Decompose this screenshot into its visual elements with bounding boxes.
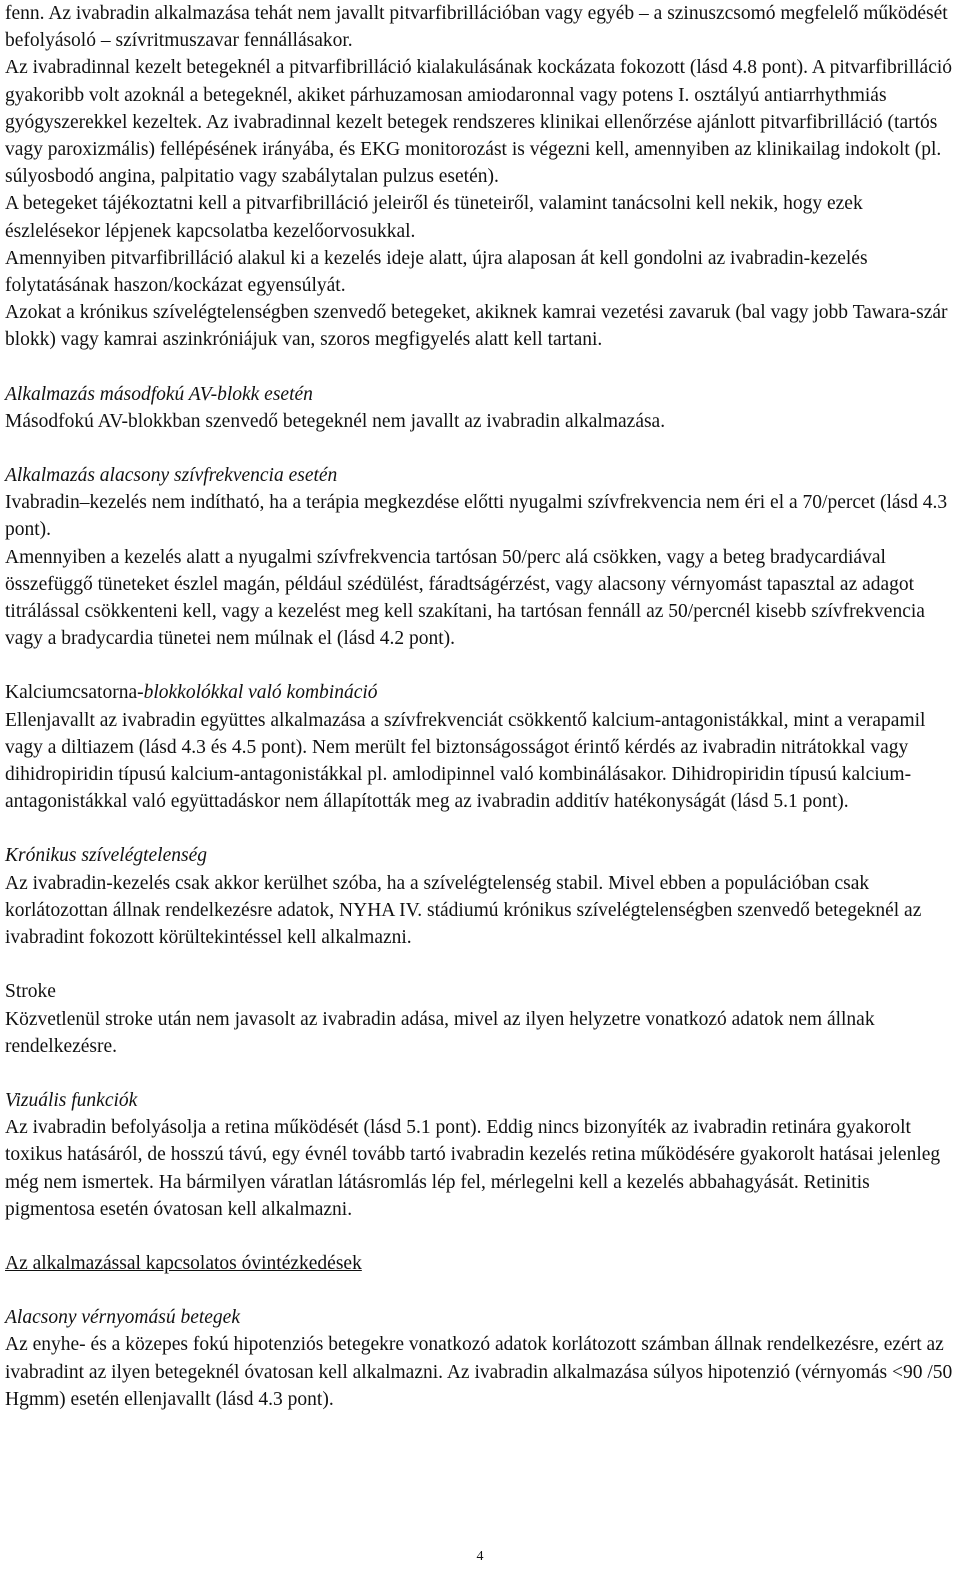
section-precautions: [5, 1250, 955, 1277]
intro-paragraph-2: Az ivabradinnal kezelt betegeknél a pitvarfibrilláció kialakulásának kockázata fokozott (lásd 4.8 pont). A pitvarfibrilláció gyakoribb volt azoknál a betegeknél, akiket párhuzamosan amiodaronnal vagy potens I. osztályú antiarrhythmiás gyógyszerekkel kezeltek. Az ivabradinnal kezelt betegek rendszeres klinikai ellenőrzése ajánlott pitvarfibrilláció (tartós vagy paroxizmális) fellépésének irányába, és EKG monitorozást is végezni kell, amennyiben az klinikailag indokolt (pl. súlyosbodó angina, palpitatio vagy szabálytalan pulzus esetén).: [5, 57, 953, 188]
intro-paragraph-4: Amennyiben pitvarfibrilláció alakul ki a kezelés ideje alatt, újra alaposan át kell gondolni az ivabradin-kezelés folytatásának haszon/kockázat egyensúlyát.: [5, 247, 868, 297]
page-number: 4: [476, 1549, 484, 1564]
section-heading-precautions: Az alkalmazással kapcsolatos óvintézkedések: [5, 1252, 362, 1274]
section-calcium-channel: [5, 679, 955, 815]
section-stroke: [5, 978, 955, 1060]
heading-italic-part: blokkolókkal való kombináció: [143, 682, 378, 704]
section-paragraph: Az ivabradin-kezelés csak akkor kerülhet szóba, ha a szívelégtelenség stabil. Mivel ebben a populációban csak korlátozottan állnak rendelkezésre adatok, NYHA IV. stádiumú krónikus szívelégtelenségben szenvedő betegeknél az ivabradint fokozott körültekintéssel kell alkalmazni.: [5, 872, 922, 949]
intro-block: [5, 0, 955, 354]
section-av-block: [5, 381, 955, 435]
section-low-heart-rate: [5, 462, 955, 652]
section-heading-av-block: Alkalmazás másodfokú AV-blokk esetén: [5, 383, 313, 405]
section-hypotension: [5, 1304, 955, 1413]
intro-paragraph-3: A betegeket tájékoztatni kell a pitvarfibrilláció jeleiről és tüneteiről, valamint tanácsolni kell nekik, hogy ezek észlelésekor lépjenek kapcsolatba kezelőorvosukkal.: [5, 193, 863, 242]
heading-plain-part: Kalciumcsatorna-: [5, 682, 144, 704]
section-paragraph: Ivabradin–kezelés nem indítható, ha a terápia megkezdése előtti nyugalmi szívfrekvencia nem éri el a 70/percet (lásd 4.3 pont).: [5, 492, 948, 541]
section-heading-hypotension: Alacsony vérnyomású betegek: [5, 1307, 240, 1329]
section-paragraph: Amennyiben a kezelés alatt a nyugalmi szívfrekvencia tartósan 50/perc alá csökken, vagy a beteg bradycardiával összefüggő tüneteket észlel magán, például szédülést, fáradtságérzést, vagy alacsony vérnyomást tapasztal az adagot titrálással csökkenteni kell, vagy a kezelést meg kell szakítani, ha tartósan fennáll az 50/percnél kisebb szívfrekvencia vagy a bradycardia tünetei nem múlnak el (lásd 4.2 pont).: [5, 546, 925, 650]
section-visual-functions: [5, 1087, 955, 1223]
intro-paragraph-5: Azokat a krónikus szívelégtelenségben szenvedő betegeket, akiknek kamrai vezetési zavaruk (bal vagy jobb Tawara-szár blokk) vagy kamrai aszinkróniájuk van, szoros megfigyelés alatt kell tartani.: [5, 302, 948, 351]
section-heading-visual-functions: Vizuális funkciók: [5, 1089, 138, 1111]
section-heading-chronic-heart-failure: Krónikus szívelégtelenség: [5, 845, 207, 867]
intro-paragraph-1: fenn. Az ivabradin alkalmazása tehát nem javallt pitvarfibrillációban vagy egyéb – a szinuszcsomó megfelelő működését befolyásoló – szívritmuszavar fennállásakor.: [5, 3, 948, 52]
section-paragraph: Ellenjavallt az ivabradin együttes alkalmazása a szívfrekvenciát csökkentő kalcium-antagonistákkal, mint a verapamil vagy a diltiazem (lásd 4.3 és 4.5 pont). Nem merült fel biztonságosságot érintő kérdés az ivabradin nitrátokkal vagy dihidropiridin típusú kalcium-antagonistákkal pl. amlodipinnel való kombinálásakor. Dihidropiridin típusú kalcium-antagonistákkal való együttadáskor nem állapították meg az ivabradin additív hatékonyságát (lásd 5.1 pont).: [5, 709, 926, 813]
section-heading-calcium-channel: [5, 679, 955, 706]
section-paragraph: Az ivabradin befolyásolja a retina működését (lásd 5.1 pont). Eddig nincs bizonyíték az ivabradin retinára gyakorolt toxikus hatásáról, de hosszú távú, egy évnél tovább tartó ivabradin kezelés retina működésére gyakorolt hatásai jelenleg még nem ismertek. Ha bármilyen váratlan látásromlás lép fel, mérlegelni kell a kezelés abbahagyását. Retinitis pigmentosa esetén óvatosan kell alkalmazni.: [5, 1117, 941, 1220]
section-paragraph: Közvetlenül stroke után nem javasolt az ivabradin adása, mivel az ilyen helyzetre vonatkozó adatok nem állnak rendelkezésre.: [5, 1008, 875, 1057]
section-paragraph: Az enyhe- és a közepes fokú hipotenziós betegekre vonatkozó adatok korlátozott számban állnak rendelkezésre, ezért az ivabradint az ilyen betegeknél óvatosan kell alkalmazni. Az ivabradin alkalmazása súlyos hipotenzió (vérnyomás <90 /50 Hgmm) esetén ellenjavallt (lásd 4.3 pont).: [5, 1334, 953, 1410]
document-page: [5, 0, 955, 1413]
section-paragraph: Másodfokú AV-blokkban szenvedő betegeknél nem javallt az ivabradin alkalmazása.: [5, 410, 666, 432]
section-heading-stroke: Stroke: [5, 981, 56, 1003]
section-heading-low-heart-rate: Alkalmazás alacsony szívfrekvencia esetén: [5, 465, 338, 487]
section-chronic-heart-failure: [5, 842, 955, 951]
